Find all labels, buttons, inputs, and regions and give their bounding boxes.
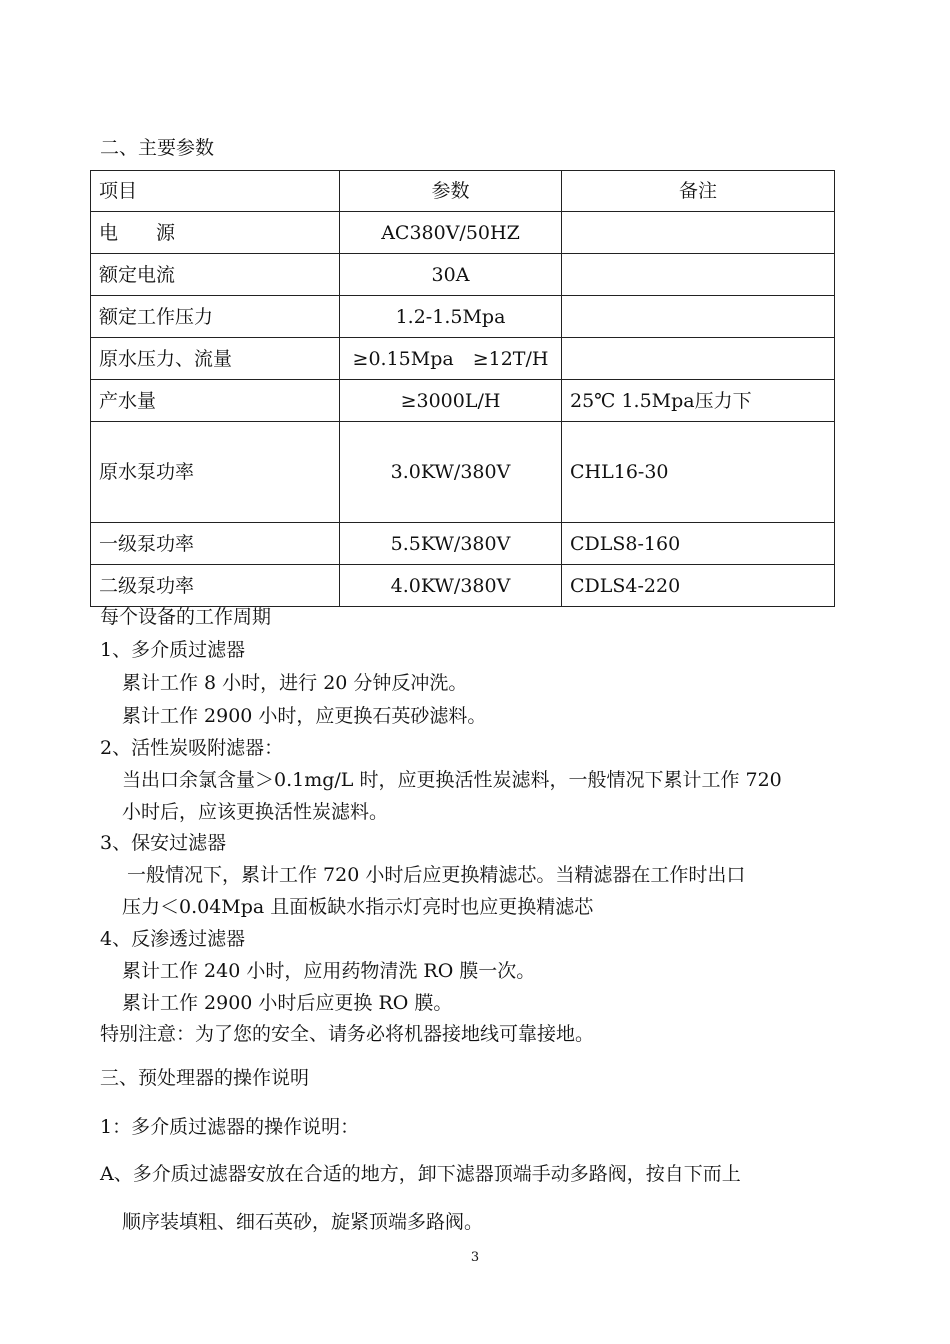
- header-item: 项目: [91, 171, 340, 212]
- item-text: 一般情况下，累计工作 720 小时后应更换精滤芯。当精滤器在工作时出口: [127, 864, 746, 886]
- item-heading: 1、多介质过滤器: [100, 639, 246, 661]
- cell-param: ≥0.15Mpa ≥12T/H: [340, 338, 562, 380]
- cell-param: 1.2-1.5Mpa: [340, 296, 562, 338]
- cell-note: CDLS4-220: [562, 565, 835, 607]
- table-header-row: [91, 171, 835, 212]
- cell-item: 二级泵功率: [91, 565, 340, 607]
- cell-param: 4.0KW/380V: [340, 565, 562, 607]
- item-text: 压力＜0.04Mpa 且面板缺水指示灯亮时也应更换精滤芯: [122, 896, 594, 918]
- header-note: 备注: [562, 171, 835, 212]
- cell-note: CHL16-30: [562, 422, 835, 523]
- cell-note: [562, 338, 835, 380]
- table-row: [91, 212, 835, 254]
- section3-title: 三、预处理器的操作说明: [100, 1067, 310, 1089]
- item-text: 累计工作 240 小时，应用药物清洗 RO 膜一次。: [122, 960, 536, 982]
- parameter-table: [90, 170, 835, 607]
- item-text: 累计工作 8 小时，进行 20 分钟反冲洗。: [122, 672, 468, 694]
- cell-note: [562, 296, 835, 338]
- safety-notice: 特别注意：为了您的安全、请务必将机器接地线可靠接地。: [100, 1023, 595, 1045]
- table-row: [91, 254, 835, 296]
- item-text: 累计工作 2900 小时后应更换 RO 膜。: [122, 992, 453, 1014]
- cell-item: 额定电流: [91, 254, 340, 296]
- header-param: 参数: [340, 171, 562, 212]
- paragraph-line: A、多介质过滤器安放在合适的地方，卸下滤器顶端手动多路阀，按自下而上: [100, 1163, 741, 1185]
- section2-title: 二、主要参数: [100, 137, 215, 159]
- cycle-title: 每个设备的工作周期: [100, 606, 272, 628]
- cell-item: 电 源: [91, 212, 340, 254]
- page-number: 3: [470, 1250, 480, 1265]
- table-row: [91, 565, 835, 607]
- cell-item: 原水泵功率: [91, 422, 340, 523]
- table-row: [91, 296, 835, 338]
- cell-item: 原水压力、流量: [91, 338, 340, 380]
- cell-param: 3.0KW/380V: [340, 422, 562, 523]
- item-heading: 4、反渗透过滤器: [100, 928, 246, 950]
- cell-param: 30A: [340, 254, 562, 296]
- cell-param: AC380V/50HZ: [340, 212, 562, 254]
- cell-note: CDLS8-160: [562, 523, 835, 565]
- item-text: 累计工作 2900 小时，应更换石英砂滤料。: [122, 705, 487, 727]
- cell-param: ≥3000L/H: [340, 380, 562, 422]
- paragraph-line: 顺序装填粗、细石英砂，旋紧顶端多路阀。: [122, 1211, 484, 1233]
- table-row: [91, 338, 835, 380]
- cell-param: 5.5KW/380V: [340, 523, 562, 565]
- cell-item: 一级泵功率: [91, 523, 340, 565]
- cell-note: [562, 212, 835, 254]
- cell-item: 额定工作压力: [91, 296, 340, 338]
- cell-item: 产水量: [91, 380, 340, 422]
- table-row: [91, 523, 835, 565]
- subsection-title: 1：多介质过滤器的操作说明：: [100, 1116, 360, 1138]
- item-text: 当出口余氯含量＞0.1mg/L 时，应更换活性炭滤料，一般情况下累计工作 720: [122, 769, 782, 791]
- cell-note: 25℃ 1.5Mpa压力下: [562, 380, 835, 422]
- table-row: [91, 380, 835, 422]
- cell-note: [562, 254, 835, 296]
- item-text: 小时后，应该更换活性炭滤料。: [122, 801, 389, 823]
- item-heading: 2、活性炭吸附滤器：: [100, 737, 284, 759]
- item-heading: 3、保安过滤器: [100, 832, 227, 854]
- table-row: [91, 422, 835, 523]
